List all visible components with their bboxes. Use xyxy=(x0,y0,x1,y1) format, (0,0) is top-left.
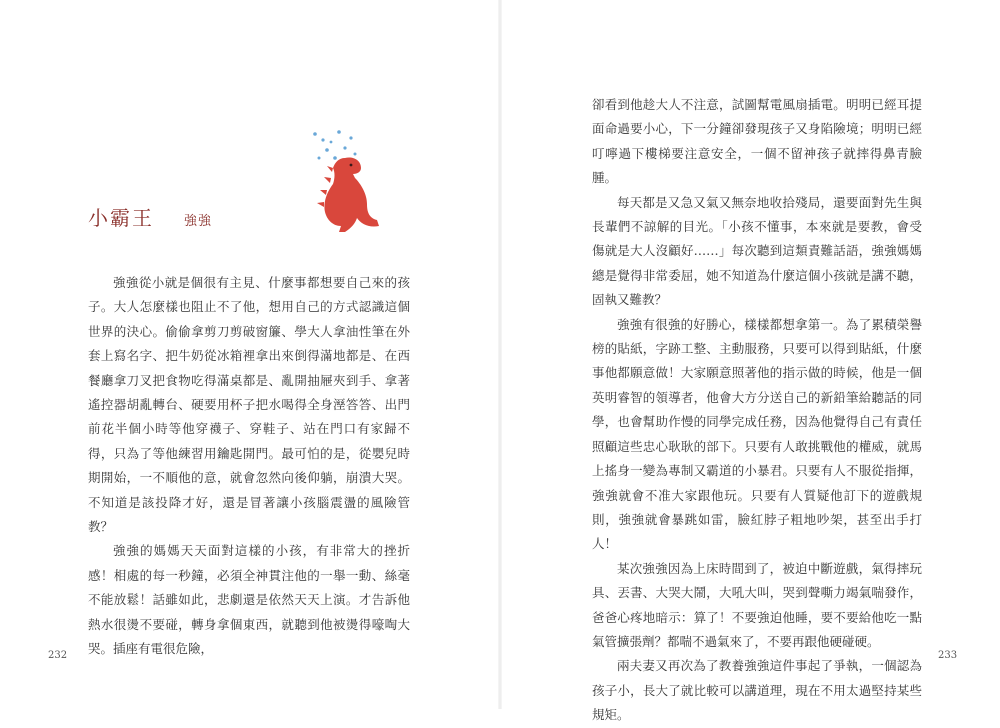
page-number-right: 233 xyxy=(938,650,958,661)
right-page xyxy=(502,0,1000,723)
paragraph: 每天都是又急又氣又無奈地收拾殘局，還要面對先生與長輩們不諒解的目光。「小孩不懂事，本來就是要教，會受傷就是大人沒顧好……」每次聽到這類責難話語，強強媽媽總是覺得非常委屈，她不知道為什麼這個小孩就是講不聽，固執又難教？ xyxy=(592,194,922,308)
left-page xyxy=(0,0,498,709)
red-dinosaur-illustration xyxy=(305,128,385,238)
chapter-subtitle: 強強 xyxy=(184,214,213,229)
dinosaur-eye xyxy=(350,164,353,167)
paragraph: 某次強強因為上床時間到了，被迫中斷遊戲，氣得摔玩具、丟書、大哭大鬧，大吼大叫，哭到聲嘶力竭氣喘發作，爸爸心疼地暗示：算了！不要強迫他睡，要不要給他吃一點氣管擴張劑？都喘不過氣來了，不要再跟他硬碰硬。 xyxy=(592,560,922,649)
paragraph: 強強從小就是個很有主見、什麼事都想要自己來的孩子。大人怎麼樣也阻止不了他，想用自己的方式認識這個世界的決心。偷偷拿剪刀剪破窗簾、學大人拿油性筆在外套上寫名字、把牛奶從冰箱裡拿出來倒得滿地都是、在西餐廳拿刀叉把食物吃得滿桌都是、亂開抽屜夾到手、拿著遙控器胡亂轉台、硬要用杯子把水喝得全身溼答答、出門前花半個小時等他穿襪子、穿鞋子、站在門口有家歸不得，只為了等他練習用鑰匙開門。最可怕的是，從嬰兒時期開始，一不順他的意，就會忽然向後仰躺，崩潰大哭。不知道是該投降才好，還是冒著讓小孩腦震盪的風險管教？ xyxy=(88,275,410,535)
paragraph: 兩夫妻又再次為了教養強強這件事起了爭執，一個認為孩子小，長大了就比較可以講道理，現在不用太過堅持某些規矩。 xyxy=(592,658,922,723)
paragraph: 強強有很強的好勝心，樣樣都想拿第一。為了累積榮譽榜的貼紙，字跡工整、主動服務，只要可以得到貼紙，什麼事他都願意做！大家願意照著他的指示做的時候，他是一個英明睿智的領導者，他會大方分送自己的新鉛筆給聽話的同學，也會幫助作慢的同學完成任務，因為他覺得自己有責任照顧這些忠心耿耿的部下。只要有人敢挑戰他的權威，就馬上搖身一變為專制又霸道的小暴君。只要有人不服從指揮，強強就會不准大家跟他玩。只要有人質疑他訂下的遊戲規則，強強就會暴跳如雷，臉紅脖子粗地吵架，甚至出手打人！ xyxy=(592,316,922,552)
right-body-text xyxy=(592,93,922,728)
page-number-left: 232 xyxy=(48,650,68,661)
paragraph-continuation: 卻看到他趁大人不注意，試圖幫電風扇插電。明明已經耳提面命過要小心，下一分鐘卻發現孩子又身陷險境；明明已經叮嚀過下樓梯要注意安全，一個不留神孩子就摔得鼻青臉腫。 xyxy=(592,97,922,186)
paragraph: 強強的媽媽天天面對這樣的小孩，有非常大的挫折感！相處的每一秒鐘，必須全神貫注他的一舉一動、絲毫不能放鬆！話雖如此，悲劇還是依然天天上演。才告訴他熱水很燙不要碰，轉身拿個東西，就聽到他被燙得嚎啕大哭。插座有電很危險， xyxy=(88,543,410,657)
chapter-title: 小霸王 xyxy=(88,206,154,230)
left-body-text xyxy=(88,271,410,662)
water-drops xyxy=(313,130,356,160)
chapter-heading xyxy=(88,202,212,231)
